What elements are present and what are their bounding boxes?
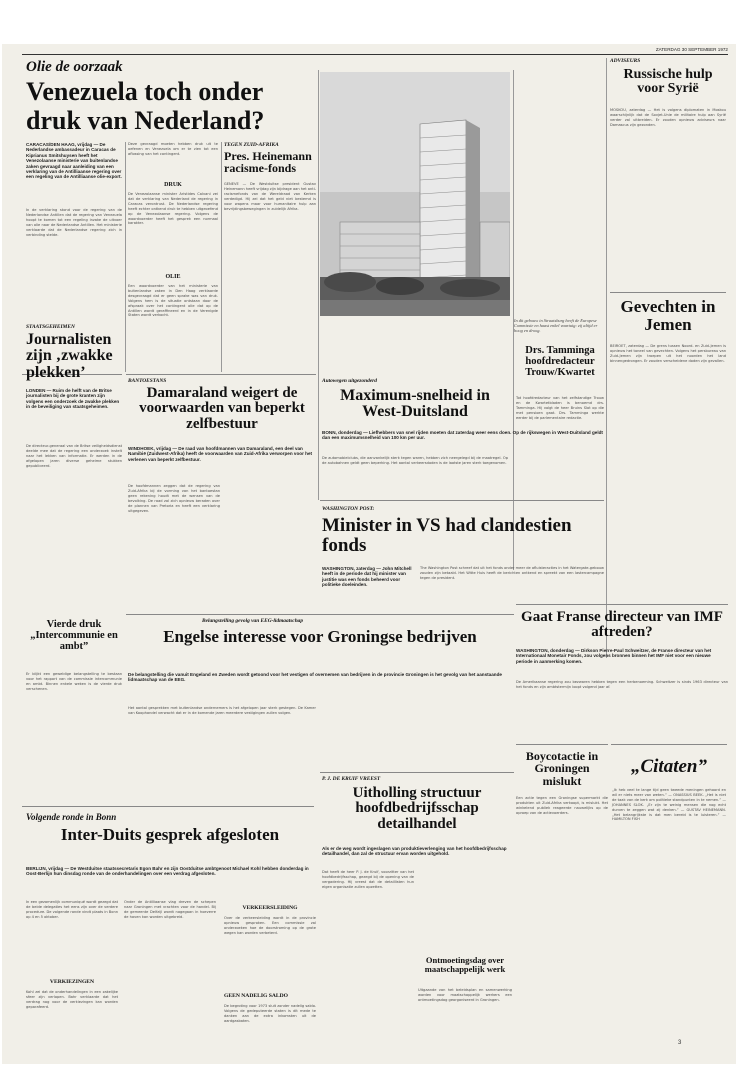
- zuidafrika-headline: Pres. Heinemann racisme-fonds: [224, 149, 312, 176]
- jemen-text: BEIROET, zaterdag — De grens tussen Noord- en Zuid-Jemen is opnieuw het toneel van gevechten. Volgens het persbureau van Zuid-Jemen zijn troepen uit het noorden het land binnengedrongen. Er zouden verscheidene doden zijn gevallen.: [610, 344, 726, 363]
- olie-text: Een woordvoerder van het ministerie van buitenlandse zaken in Den Haag verklaarde desgevraagd dat er geen sprake was van druk. Volgens hem is de situatie ontstaan door de afspraak over het contingent olie dat op de Antillen wordt geraffineerd en in de Verenigde Staten wordt verkocht.: [128, 284, 218, 318]
- journalisten-kicker: STAATSGEHEIMEN: [26, 324, 75, 330]
- photo-caption: In dit gebouw in Straatsburg heeft de Europese Commissie en haast enkel vaartuig: zij altijd er hoog en droog.: [514, 318, 598, 334]
- section-rule: [516, 744, 608, 745]
- lead-text: In de verklaring stond voor de regering van de Nederlandse Antillen dat de regering van Venezuela hoopt te komen tot een regeling inzake de uitvoer van olie naar de Nederlandse Antillen. Het ministerie verklaarde dat de Nederlandse regering zich in verbinding stelde.: [26, 208, 122, 237]
- minister-lede: WASHINGTON, zaterdag — John Mitchell heeft in de periode dat hij minister van justitie was een fonds beheerd voor politieke doeleinden.: [322, 566, 412, 588]
- lead-kicker: Olie de oorzaak: [26, 59, 123, 75]
- uitholling-lede: Als er de weg wordt ingeslagen van produktieverlenging van het hoofdbedrijfsschap detailhandel, dan zal de structuur ervan worden uitgehold.: [322, 846, 507, 857]
- newspaper-page: [2, 44, 736, 1064]
- russische-headline: Russische hulp voor Syrië: [623, 67, 713, 97]
- imf-headline: Gaat Franse directeur van IMF aftreden?: [521, 609, 723, 641]
- boycot-headline: Boycotactie in Groningen mislukt: [525, 749, 599, 788]
- minister-text: The Washington Post schreef dat uit het fonds onder meer de afluisteracties in het Watergate-gebouw zouden zijn betaald. Het Witte Huis heeft de berichten ontkend en spreekt van een lastercampagne tegen de president.: [420, 566, 604, 580]
- citaten-headline: „Citaten”: [630, 756, 707, 777]
- inter-headline: Inter-Duits gesprek afgesloten: [60, 825, 280, 844]
- uitholling-headline: Uitholling structuur hoofdbedrijfsschap detailhandel: [352, 785, 482, 832]
- header-rule: [22, 54, 728, 55]
- section-rule: [22, 806, 314, 807]
- maximum-headline: Maximum-snelheid in West-Duitsland: [340, 387, 490, 421]
- column-rule: [606, 58, 607, 658]
- saldo-text: De begroting voor 1973 sluit zonder nadelig saldo. Volgens de gedeputeerde staten is dit mede te danken aan de extra inkomsten uit de aardgasbaten.: [224, 1004, 316, 1023]
- journalisten-text: De directeur-generaal van de Britse veiligheidsdienst deelde mee dat de regering een onderzoek instelt naar het lekken van informatie. Er werden in de afgelopen jaren diverse geheime stukken gepubliceerd.: [26, 444, 122, 468]
- uitholling-text: Dat heeft de heer P. J. de Kruif, voorzitter van het hoofdbedrijfsschap, gezegd bij de opening van de vergadering. Hij vreest dat de detaillisten hun eigen organisatie zullen opzetten.: [322, 870, 414, 889]
- zuidafrika-kicker: TEGEN ZUID-AFRIKA: [224, 142, 279, 148]
- engelse-text: Het aantal gesprekken met buitenlandse ondernemers is het afgelopen jaar sterk gestegen. De Kamer van Koophandel verwacht dat er in de komende jaren meerdere vestigingen zullen volgen.: [128, 706, 316, 715]
- inter-lede: BERLIJN, vrijdag — De Westduitse staatssecretaris Egon Bahr en zijn Oostduitse ambtgenoot Michael Kohl hebben donderdag in Oost-Berlijn hun dinsdag ronde van de onderhandelingen over een verdrag afgesloten.: [26, 866, 309, 877]
- russische-text: MOSKOU, zaterdag — Het is volgens diplomaten in Moskou waarschijnlijk dat de Sovjet-Unie de militaire hulp aan Syrië verder zal uitbreiden. Er zouden opnieuw adviseurs naar Damascus zijn gezonden.: [610, 108, 726, 127]
- section-rule: [611, 744, 727, 745]
- tamminga-text: Tot hoofdredacteur van het zelfstandige Trouw en de Kwartetbladen is benoemd drs. Tamminga. Hij volgt de heer Bruins Slot op die met pensioen gaat. Drs. Tamminga werkte eerder bij de parlementaire redactie.: [516, 396, 604, 420]
- journalisten-sub: Vierde druk „Intercommunie en ambt”: [30, 619, 118, 652]
- druk-heading: DRUK: [164, 182, 182, 188]
- journalisten-text-2: Er blijkt een geweldige belangstelling te bestaan voor het rapport van de commissie intercommunie en ambt. Binnen enkele weken is de vierde druk verschenen.: [26, 672, 122, 691]
- maximum-text: De automobielclubs, die aanvankelijk sterk tegen waren, hebben zich neergelegd bij de maatregel. Op de autobahnen geldt geen beperking. Het aantal verkeersdoden is de laatste jaren sterk toegenomen.: [322, 456, 508, 465]
- uitholling-kicker: P. J. DE KRUIF VREEST: [322, 776, 381, 782]
- section-rule: [126, 374, 316, 375]
- uitholling-sub: Ontmoetingsdag over maatschappelijk werk: [424, 955, 506, 974]
- olie-heading: OLIE: [165, 274, 181, 280]
- journalisten-headline: Journalisten zijn ‚zwakke plekken’: [26, 331, 113, 381]
- section-rule: [320, 772, 514, 773]
- column-rule: [318, 70, 319, 500]
- engelse-kicker: Belangstelling gevolg van EEG-lidmaatschap: [202, 618, 304, 624]
- imf-text: De Amerikaanse regering zou bezwaren hebben tegen een herbenoeming. Schweitzer is sinds 1963 directeur van het fonds en zijn ambtstermijn loopt volgend jaar af.: [516, 680, 728, 689]
- damaraland-kicker: BANTOESTANS: [128, 378, 167, 384]
- engelse-lede: De belangstelling die vanuit Engeland en Zweden wordt getoond voor het vestigen of overnemen van bedrijven in de provincie Groningen is het gevolg van het aanstaande lidmaatschap van de EEG.: [128, 672, 502, 683]
- tamminga-headline: Drs. Tamminga hoofdredacteur Trouw/Kwartet: [525, 345, 595, 378]
- verkeersleiding-heading: VERKEERSLEIDING: [242, 905, 298, 911]
- engelse-headline: Engelse interesse voor Groningse bedrijven: [163, 627, 477, 646]
- building-photo: [320, 72, 510, 316]
- damaraland-lede: WINDHOEK, vrijdag — De raad van hoofdmannen van Damaraland, een deel van Namibië (Zuidwest-Afrika) heeft de voorwaarden van Zuid-Afrika verworpen voor het verlenen van beperkt zelfbestuur.: [128, 446, 313, 462]
- inter-sub: VERKIEZINGEN: [49, 979, 95, 985]
- lead-headline-1: Venezuela toch onder: [26, 77, 264, 106]
- lead-headline-2: druk van Nederland?: [26, 106, 265, 135]
- page-date: ZATERDAG 30 SEPTEMBER 1972: [655, 47, 728, 52]
- page-number: 3: [678, 1040, 682, 1046]
- inter-kicker: Volgende ronde in Bonn: [26, 812, 117, 822]
- uitholling-text-2: Uitgaande van het beleidsplan en samenwerking worden voor maatschappelijk werkers een ontmoetingsdag georganiseerd in Groningen.: [418, 988, 512, 1002]
- journalisten-lede: LONDEN — Ruim de helft van de Britse journalisten bij de grote kranten zijn volgens een onderzoek de zwakke plekken in de beveiliging van staatsgeheimen.: [26, 388, 120, 410]
- minister-headline: Minister in VS had clandestien fonds: [322, 515, 572, 556]
- maximum-kicker: Autowegen uitgezonderd: [322, 378, 377, 384]
- maximum-lede: BONN, donderdag — Liefhebbers van snel rijden moeten dat zaterdag weer eens doen. Op de rijkswegen in West-Duitsland geldt dan een maximumsnelheid van 100 km per uur.: [322, 430, 603, 441]
- inter-text-2: Kohl zei dat de onderhandelingen in een zakelijke sfeer zijn verlopen. Bahr verklaarde dat het verdrag nog voor de verkiezingen kan worden geparafeerd.: [26, 990, 118, 1009]
- lead-text-2: Deze gevraagd moeten hebben druk uit te oefenen en Venezuela om er te zien tot een aflossing van het contingent.: [128, 142, 218, 156]
- section-rule: [320, 500, 604, 501]
- verkeersleiding-text: Over de verkeersleiding wordt in de provincie opnieuw gesproken. Een commissie zal onderzoeken hoe de doorstroming op de grote wegen kan worden verbeterd.: [224, 916, 316, 935]
- inter-text: In een gezamenlijk communiqué wordt gezegd dat de beide delegaties het eens zijn over de verdere procedure. De volgende ronde vindt plaats in Bonn op 4 en 5 oktober.: [26, 900, 118, 919]
- section-rule: [126, 614, 514, 615]
- minister-kicker: WASHINGTON POST:: [322, 506, 375, 512]
- saldo-heading: GEEN NADELIG SALDO: [224, 993, 289, 999]
- photo-illustration: [320, 72, 510, 316]
- zuidafrika-text: GENEVE — De Westduitse president Gustav Heinemann heeft vrijdag zijn bijdrage aan het anti-racismefonds van de Wereldraad van Kerken verdedigd. Hij zei dat het geld niet bestemd is voor wapens maar voor humanitaire hulp aan bevrijdingsbewegingen in zuidelijk Afrika.: [224, 182, 316, 211]
- jemen-headline: Gevechten in Jemen: [620, 297, 716, 334]
- section-rule: [610, 292, 726, 293]
- russische-kicker: ADVISEURS: [610, 58, 641, 64]
- lead-lede: CARACAS/DEN HAAG, vrijdag — De Nederlandse ambassadeur in Caracas de Kiprianus Smitshuysen heeft het Venezolaanse ministerie van buitenlandse zaken gevraagd naar aanleiding van een verklaring van de Antilliaanse regering over een regeling van de Antilliaanse olie-export.: [26, 142, 122, 180]
- section-rule: [516, 604, 728, 605]
- gemeente-text: Onder de Antilliaanse vlag dreven de schepen naar Groningen met vrachten voor de handel. Bij de gemeente Delfzijl wordt nagegaan in hoeverre de haven kan worden uitgebreid.: [124, 900, 216, 919]
- citaten-text: „Ik heb veel te lange tijd geen tweede meningen gehoord en wil er niets meer van weten.” — ONASSIUS BEEK. „Het is niet de taak van de kerk om politieke standpunten in te nemen.” — JOHANNES SLOK. „Er zijn te weinig mensen die nog echt durven te zeggen wat zij denken.” — GUSTAV HEINEMANN. „Het belangrijkste is dat men bereid is te luisteren.” — HAMILTON FISH: [612, 788, 726, 822]
- imf-lede: WASHINGTON, donderdag — Dirkson Pierre-Paul Schweitzer, de Franse directeur van het Internationaal Monetair Fonds, zou volgens bronnen binnen het IMF niet voor een nieuwe periode in aanmerking komen.: [516, 648, 712, 664]
- column-rule: [125, 142, 126, 372]
- damaraland-text: De hoofdmannen zeggen dat de regering van Zuid-Afrika bij de vorming van het bantoestan geen rekening houdt met de wensen van de bevolking. De raad zal zich opnieuw beraden over de plannen van Pretoria en heeft een verklaring uitgegeven.: [128, 484, 220, 513]
- boycot-text: Een actie tegen een Groningse supermarkt die produkten uit Zuid-Afrika verkoopt, is mislukt. Het winkelend publiek reageerde nauwelijks op de oproep van de actievoerders.: [516, 796, 608, 815]
- druk-text: De Venezolaanse minister Aristides Calvani zei dat de verklaring van Nederland de regering in Caracas verontrust. De Nederlandse regering heeft echter ontkend druk te hebben uitgeoefend op de Venezolaanse regering. Volgens de woordvoerder heeft het gesprek een normaal karakter.: [128, 192, 218, 226]
- column-rule: [221, 142, 222, 372]
- damaraland-headline: Damaraland weigert de voorwaarden van beperkt zelfbestuur: [139, 385, 305, 432]
